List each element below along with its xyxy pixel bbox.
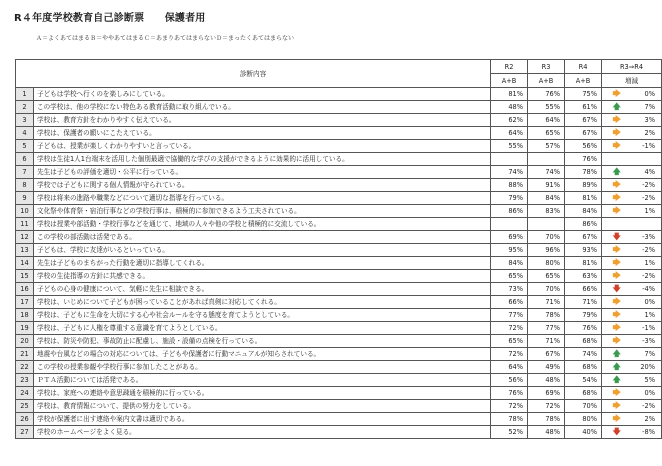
table-row [16, 322, 662, 335]
row-number: 18 [16, 309, 34, 322]
row-change-value: -8% [632, 426, 662, 439]
row-r2-value: 55% [491, 140, 528, 153]
row-trend-cell [602, 166, 632, 179]
header-change: R3⇒R4 [602, 60, 662, 74]
row-trend-cell [602, 153, 632, 166]
table-row [16, 348, 662, 361]
survey-table [15, 59, 662, 439]
row-change-value: -2% [632, 179, 662, 192]
row-r4-value: 68% [565, 361, 602, 374]
row-text: 学校は、いじめについて子どもが困っていることがあれば真剣に対応してくれる。 [34, 296, 491, 309]
row-text: 学校は、家庭への連絡や意思疎通を積極的に行っている。 [34, 387, 491, 400]
rating-legend: Ａ＝よくあてはまるＢ＝ややあてはまるＣ＝あまりあてはまらないＤ＝まったくあてはまらない [36, 35, 295, 42]
trend-flat-arrow-icon: 🡆 [612, 258, 621, 267]
table-row [16, 309, 662, 322]
header-r4-sum: A+B [565, 74, 602, 88]
row-r3-value: 91% [528, 179, 565, 192]
header-r2: R2 [491, 60, 528, 74]
table-row [16, 114, 662, 127]
table-row [16, 426, 662, 439]
row-r4-value: 79% [565, 309, 602, 322]
row-r2-value: 64% [491, 127, 528, 140]
row-trend-cell [602, 335, 632, 348]
table-row [16, 153, 662, 166]
row-r3-value: 57% [528, 140, 565, 153]
row-number: 7 [16, 166, 34, 179]
row-trend-cell [602, 114, 632, 127]
row-r2-value: 62% [491, 114, 528, 127]
row-r4-value: 68% [565, 335, 602, 348]
row-text: 学校は、防災や防犯、事故防止に配慮し、施設・設備の点検を行っている。 [34, 335, 491, 348]
trend-down-arrow-icon: 🡇 [612, 284, 621, 293]
trend-flat-arrow-icon: 🡆 [612, 180, 621, 189]
row-change-value: 2% [632, 127, 662, 140]
row-trend-cell [602, 101, 632, 114]
row-r4-value: 67% [565, 114, 602, 127]
row-number: 2 [16, 101, 34, 114]
row-change-value: 7% [632, 101, 662, 114]
row-r4-value: 67% [565, 127, 602, 140]
row-r4-value: 80% [565, 413, 602, 426]
row-trend-cell [602, 387, 632, 400]
table-row [16, 400, 662, 413]
trend-flat-arrow-icon: 🡆 [612, 115, 621, 124]
row-r2-value: 88% [491, 179, 528, 192]
trend-up-arrow-icon: 🡅 [612, 375, 621, 384]
row-trend-cell [602, 231, 632, 244]
row-change-value: 0% [632, 387, 662, 400]
row-trend-cell [602, 270, 632, 283]
row-r2-value: 48% [491, 101, 528, 114]
row-trend-cell [602, 192, 632, 205]
row-change-value: -2% [632, 270, 662, 283]
table-row [16, 270, 662, 283]
row-text: 学校が保護者に出す連絡や案内文書は適切である。 [34, 413, 491, 426]
header-r3: R3 [528, 60, 565, 74]
row-text: この学校は、他の学校にない特色ある教育活動に取り組んでいる。 [34, 101, 491, 114]
row-r2-value: 74% [491, 166, 528, 179]
row-r3-value: 72% [528, 400, 565, 413]
row-change-value: 5% [632, 374, 662, 387]
row-r3-value: 83% [528, 205, 565, 218]
table-row [16, 296, 662, 309]
row-r3-value: 64% [528, 114, 565, 127]
row-r4-value: 71% [565, 296, 602, 309]
row-r4-value: 84% [565, 205, 602, 218]
row-r3-value: 78% [528, 413, 565, 426]
row-r2-value: 84% [491, 257, 528, 270]
row-r3-value [528, 218, 565, 231]
row-change-value: 2% [632, 413, 662, 426]
row-text: 学校のホームページをよく見る。 [34, 426, 491, 439]
row-r2-value: 64% [491, 361, 528, 374]
row-r2-value: 66% [491, 296, 528, 309]
row-r4-value: 40% [565, 426, 602, 439]
row-trend-cell [602, 361, 632, 374]
trend-down-arrow-icon: 🡇 [612, 427, 621, 436]
row-r3-value: 48% [528, 426, 565, 439]
row-text: 地震や台風などの場合の対応については、子どもや保護者に行動マニュアルが知らされている。 [34, 348, 491, 361]
table-row [16, 166, 662, 179]
row-text: 学校は、子どもに生命を大切にする心や社会ルールを守る態度を育てようとしている。 [34, 309, 491, 322]
row-trend-cell [602, 400, 632, 413]
row-number: 6 [16, 153, 34, 166]
row-text: 子どもは学校へ行くのを楽しみにしている。 [34, 88, 491, 101]
row-change-value: -3% [632, 231, 662, 244]
row-number: 4 [16, 127, 34, 140]
row-change-value: 20% [632, 361, 662, 374]
row-r2-value: 56% [491, 374, 528, 387]
table-row [16, 101, 662, 114]
row-text: 先生は子どもの評価を適切・公平に行っている。 [34, 166, 491, 179]
header-r3-sum: A+B [528, 74, 565, 88]
trend-flat-arrow-icon: 🡆 [612, 89, 621, 98]
table-row [16, 205, 662, 218]
row-r4-value: 70% [565, 400, 602, 413]
row-text: 子どもは、授業が楽しくわかりやすいと言っている。 [34, 140, 491, 153]
row-number: 17 [16, 296, 34, 309]
row-number: 13 [16, 244, 34, 257]
trend-up-arrow-icon: 🡅 [612, 167, 621, 176]
row-change-value: -3% [632, 335, 662, 348]
row-number: 25 [16, 400, 34, 413]
row-r3-value: 70% [528, 283, 565, 296]
row-r2-value: 86% [491, 205, 528, 218]
row-r2-value: 52% [491, 426, 528, 439]
row-r2-value: 65% [491, 335, 528, 348]
row-number: 10 [16, 205, 34, 218]
row-number: 27 [16, 426, 34, 439]
row-r3-value: 49% [528, 361, 565, 374]
row-r4-value: 54% [565, 374, 602, 387]
row-text: 子どもは、学校に友達がいるといっている。 [34, 244, 491, 257]
table-row [16, 257, 662, 270]
row-r3-value: 76% [528, 88, 565, 101]
row-r3-value: 65% [528, 127, 565, 140]
row-trend-cell [602, 205, 632, 218]
row-number: 11 [16, 218, 34, 231]
trend-flat-arrow-icon: 🡆 [612, 401, 621, 410]
row-r2-value [491, 153, 528, 166]
table-row [16, 140, 662, 153]
row-r3-value: 70% [528, 231, 565, 244]
row-number: 26 [16, 413, 34, 426]
row-number: 16 [16, 283, 34, 296]
row-r3-value: 96% [528, 244, 565, 257]
row-r3-value: 67% [528, 348, 565, 361]
row-text: 学校では子どもに関する個人情報が守られている。 [34, 179, 491, 192]
trend-flat-arrow-icon: 🡆 [612, 336, 621, 345]
row-r4-value: 86% [565, 218, 602, 231]
row-number: 20 [16, 335, 34, 348]
row-trend-cell [602, 140, 632, 153]
table-row [16, 231, 662, 244]
header-change-sub: 増減 [602, 74, 662, 88]
row-r4-value: 81% [565, 257, 602, 270]
row-r3-value: 84% [528, 192, 565, 205]
row-r4-value: 81% [565, 192, 602, 205]
table-row [16, 283, 662, 296]
row-change-value: 1% [632, 205, 662, 218]
row-r4-value: 74% [565, 348, 602, 361]
row-number: 9 [16, 192, 34, 205]
trend-up-arrow-icon: 🡅 [612, 102, 621, 111]
row-r4-value: 75% [565, 88, 602, 101]
header-item: 診断内容 [16, 60, 491, 88]
row-text: 学校は、子どもに人権を尊重する意識を育てようとしている。 [34, 322, 491, 335]
row-trend-cell [602, 374, 632, 387]
trend-flat-arrow-icon: 🡆 [612, 128, 621, 137]
table-row [16, 218, 662, 231]
row-change-value [632, 153, 662, 166]
row-change-value: -2% [632, 244, 662, 257]
row-trend-cell [602, 426, 632, 439]
trend-flat-arrow-icon: 🡆 [612, 323, 621, 332]
row-r4-value: 61% [565, 101, 602, 114]
row-change-value [632, 218, 662, 231]
row-trend-cell [602, 309, 632, 322]
trend-flat-arrow-icon: 🡆 [612, 245, 621, 254]
row-text: 学校の生徒指導の方針に共感できる。 [34, 270, 491, 283]
row-change-value: 3% [632, 114, 662, 127]
row-change-value: -1% [632, 322, 662, 335]
row-number: 21 [16, 348, 34, 361]
row-r4-value: 63% [565, 270, 602, 283]
row-r3-value: 74% [528, 166, 565, 179]
row-r3-value [528, 153, 565, 166]
trend-down-arrow-icon: 🡇 [612, 232, 621, 241]
trend-flat-arrow-icon: 🡆 [612, 206, 621, 215]
row-r4-value: 67% [565, 231, 602, 244]
row-change-value: 1% [632, 309, 662, 322]
table-row [16, 244, 662, 257]
row-r3-value: 65% [528, 270, 565, 283]
row-r4-value: 68% [565, 387, 602, 400]
row-trend-cell [602, 179, 632, 192]
trend-flat-arrow-icon: 🡆 [612, 271, 621, 280]
table-row [16, 179, 662, 192]
header-r4: R4 [565, 60, 602, 74]
table-row [16, 127, 662, 140]
row-change-value: -4% [632, 283, 662, 296]
row-r4-value: 76% [565, 322, 602, 335]
row-number: 19 [16, 322, 34, 335]
row-r2-value: 78% [491, 413, 528, 426]
trend-flat-arrow-icon: 🡆 [612, 193, 621, 202]
row-r4-value: 89% [565, 179, 602, 192]
row-trend-cell [602, 244, 632, 257]
row-text: 文化祭や体育祭・宿泊行事などの学校行事は、積極的に参加できるよう工夫されている。 [34, 205, 491, 218]
row-r2-value: 77% [491, 309, 528, 322]
row-r4-value: 78% [565, 166, 602, 179]
row-trend-cell [602, 218, 632, 231]
row-r4-value: 93% [565, 244, 602, 257]
row-trend-cell [602, 257, 632, 270]
row-r4-value: 76% [565, 153, 602, 166]
row-text: この学校の授業参観や学校行事に参加したことがある。 [34, 361, 491, 374]
row-r2-value: 65% [491, 270, 528, 283]
row-r2-value: 73% [491, 283, 528, 296]
row-r3-value: 55% [528, 101, 565, 114]
row-change-value: 7% [632, 348, 662, 361]
trend-flat-arrow-icon: 🡆 [612, 141, 621, 150]
row-r3-value: 71% [528, 296, 565, 309]
row-text: ＰＴＡ活動については活発である。 [34, 374, 491, 387]
page-title: R４年度学校教育自己診断票 保護者用 [14, 13, 206, 24]
row-r2-value: 72% [491, 322, 528, 335]
row-trend-cell [602, 127, 632, 140]
row-number: 3 [16, 114, 34, 127]
trend-flat-arrow-icon: 🡆 [612, 297, 621, 306]
row-r4-value: 56% [565, 140, 602, 153]
row-r2-value: 72% [491, 400, 528, 413]
row-change-value: -2% [632, 192, 662, 205]
row-text: 学校は生徒1人1台端末を活用した個別最適で協働的な学びの支援ができるように効果的に活用している。 [34, 153, 491, 166]
row-text: 学校は、教育方針をわかりやすく伝えている。 [34, 114, 491, 127]
row-text: 先生は子どものまちがった行動を適切に指導してくれる。 [34, 257, 491, 270]
header-r2-sum: A+B [491, 74, 528, 88]
row-number: 5 [16, 140, 34, 153]
row-number: 15 [16, 270, 34, 283]
trend-flat-arrow-icon: 🡆 [612, 414, 621, 423]
row-number: 12 [16, 231, 34, 244]
trend-flat-arrow-icon: 🡆 [612, 388, 621, 397]
row-change-value: 1% [632, 257, 662, 270]
row-change-value: 0% [632, 296, 662, 309]
trend-up-arrow-icon: 🡅 [612, 362, 621, 371]
row-text: 子どもの心身の健康について、気軽に先生に相談できる。 [34, 283, 491, 296]
row-change-value: -2% [632, 400, 662, 413]
table-row [16, 335, 662, 348]
row-r2-value: 72% [491, 348, 528, 361]
row-text: 学校は授業や部活動・学校行事などを通じて、地域の人々や他の学校と積極的に交流している。 [34, 218, 491, 231]
trend-up-arrow-icon: 🡅 [612, 349, 621, 358]
table-row [16, 413, 662, 426]
row-trend-cell [602, 413, 632, 426]
row-trend-cell [602, 348, 632, 361]
row-change-value: -1% [632, 140, 662, 153]
row-trend-cell [602, 322, 632, 335]
row-r2-value: 76% [491, 387, 528, 400]
table-row [16, 361, 662, 374]
row-r2-value: 69% [491, 231, 528, 244]
row-r2-value: 81% [491, 88, 528, 101]
row-number: 14 [16, 257, 34, 270]
row-r3-value: 71% [528, 335, 565, 348]
table-row [16, 192, 662, 205]
row-r2-value [491, 218, 528, 231]
table-row [16, 387, 662, 400]
row-number: 23 [16, 374, 34, 387]
table-row [16, 374, 662, 387]
row-change-value: 0% [632, 88, 662, 101]
row-r3-value: 80% [528, 257, 565, 270]
trend-flat-arrow-icon: 🡆 [612, 310, 621, 319]
row-r3-value: 48% [528, 374, 565, 387]
row-r2-value: 79% [491, 192, 528, 205]
row-trend-cell [602, 296, 632, 309]
row-r3-value: 69% [528, 387, 565, 400]
row-r4-value: 66% [565, 283, 602, 296]
row-text: 学校は、保護者の願いにこたえている。 [34, 127, 491, 140]
row-number: 8 [16, 179, 34, 192]
row-change-value: 4% [632, 166, 662, 179]
row-text: この学校の部活動は活発である。 [34, 231, 491, 244]
row-text: 学校は、教育情報について、提供の努力をしている。 [34, 400, 491, 413]
row-trend-cell [602, 88, 632, 101]
row-number: 22 [16, 361, 34, 374]
table-row [16, 88, 662, 101]
row-number: 24 [16, 387, 34, 400]
row-trend-cell [602, 283, 632, 296]
row-text: 学校は将来の進路や職業などについて適切な指導を行っている。 [34, 192, 491, 205]
row-r3-value: 78% [528, 309, 565, 322]
row-number: 1 [16, 88, 34, 101]
row-r2-value: 95% [491, 244, 528, 257]
row-r3-value: 77% [528, 322, 565, 335]
